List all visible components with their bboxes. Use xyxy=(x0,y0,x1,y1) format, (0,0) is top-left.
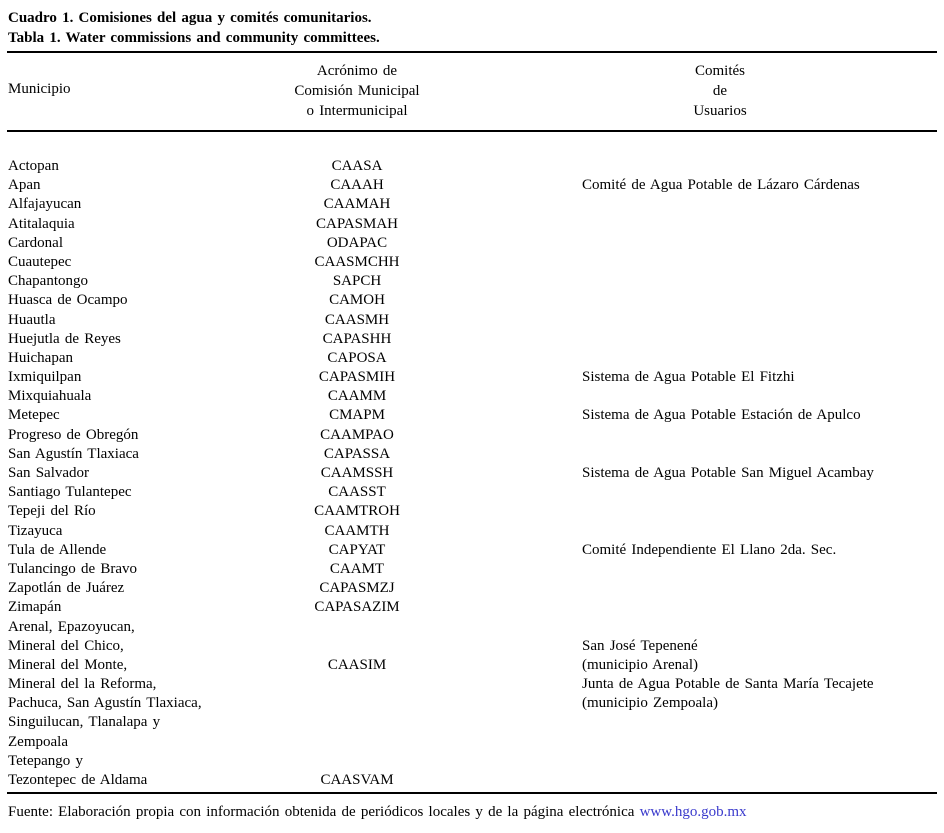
comite-cell xyxy=(582,426,944,445)
source-note xyxy=(8,803,747,822)
acronimo-cell: CAASMH xyxy=(324,311,390,328)
comite-cell xyxy=(582,195,944,214)
source-note-text: Fuente: Elaboración propia con información obtenida de periódicos locales y de la página electrónica xyxy=(8,804,640,820)
table-row xyxy=(0,215,944,234)
table-row xyxy=(0,157,944,176)
comite-cell xyxy=(582,618,944,637)
municipio-cell: Santiago Tulantepec xyxy=(8,484,132,501)
acronimo-cell xyxy=(282,752,432,771)
municipio-cell: Huasca de Ocampo xyxy=(8,292,128,309)
column-header-comites-line1: Comités xyxy=(694,63,745,79)
column-header-acronimo-line3: o Intermunicipal xyxy=(306,103,408,119)
table-row xyxy=(0,176,944,195)
municipio-cell: Arenal, Epazoyucan, xyxy=(8,618,135,635)
acronimo-cell: CAPYAT xyxy=(328,541,386,558)
comite-cell: Sistema de Agua Potable San Miguel Acambay xyxy=(582,465,874,481)
municipio-cell: Huichapan xyxy=(8,349,73,366)
municipio-cell: San Agustín Tlaxiaca xyxy=(8,445,139,462)
acronimo-cell: CAASMCHH xyxy=(314,253,400,270)
comite-cell xyxy=(582,311,944,330)
table-body xyxy=(0,157,944,790)
acronimo-cell: CAPASMAH xyxy=(316,215,398,232)
table-row xyxy=(0,502,944,521)
acronimo-cell: CAASIM xyxy=(327,656,387,673)
comite-cell: (municipio Zempoala) xyxy=(582,695,718,712)
comite-cell: Junta de Agua Potable de Santa María Tecajete xyxy=(582,676,874,693)
municipio-cell: Huautla xyxy=(8,311,56,328)
comite-cell xyxy=(582,502,944,521)
municipio-cell: Zimapán xyxy=(8,599,62,616)
acronimo-cell: CAASVAM xyxy=(320,772,394,788)
comite-cell xyxy=(582,445,944,464)
municipio-cell: Tetepango y xyxy=(8,752,83,769)
comite-cell xyxy=(582,560,944,579)
source-link[interactable]: www.hgo.gob.mx xyxy=(639,804,747,820)
table-caption-spanish: Cuadro 1. Comisiones del agua y comités comunitarios. xyxy=(8,10,372,26)
acronimo-cell xyxy=(282,618,432,637)
table-row xyxy=(0,330,944,349)
acronimo-cell: CAAMM xyxy=(327,388,387,405)
acronimo-cell xyxy=(282,713,432,732)
municipio-cell: Tizayuca xyxy=(8,522,63,539)
acronimo-cell: CAAMAH xyxy=(323,196,391,213)
acronimo-cell: CAAMTROH xyxy=(314,503,400,520)
municipio-cell: Progreso de Obregón xyxy=(8,426,139,443)
comite-cell: Sistema de Agua Potable El Fitzhi xyxy=(582,369,795,386)
table-row xyxy=(0,733,944,752)
table-row xyxy=(0,253,944,272)
acronimo-cell: CAMOH xyxy=(329,292,385,309)
municipio-cell: Pachuca, San Agustín Tlaxiaca, xyxy=(8,695,202,712)
municipio-cell: Alfajayucan xyxy=(8,196,82,213)
municipio-cell: Cardonal xyxy=(8,234,63,251)
table-row xyxy=(0,656,944,675)
municipio-cell: Zempoala xyxy=(8,733,68,750)
table-row xyxy=(0,272,944,291)
acronimo-cell: CAAMT xyxy=(329,560,385,577)
municipio-cell: Tezontepec de Aldama xyxy=(8,772,148,788)
comite-cell: Sistema de Agua Potable Estación de Apulco xyxy=(582,407,861,424)
comite-cell xyxy=(582,771,944,790)
municipio-cell: Mineral del Monte, xyxy=(8,656,128,673)
table-row xyxy=(0,368,944,387)
acronimo-cell: CAAMTH xyxy=(324,522,390,539)
acronimo-cell xyxy=(282,733,432,752)
municipio-cell: Mixquiahuala xyxy=(8,388,92,405)
municipio-cell: San Salvador xyxy=(8,465,90,481)
municipio-cell: Zapotlán de Juárez xyxy=(8,580,125,597)
comite-cell xyxy=(582,157,944,176)
table-rule-top xyxy=(7,51,937,53)
column-header-acronimo-line1: Acrónimo de xyxy=(316,63,398,79)
acronimo-cell: CAAAH xyxy=(330,177,384,194)
comite-cell: Comité Independiente El Llano 2da. Sec. xyxy=(582,541,837,558)
acronimo-cell: CAAMPAO xyxy=(320,426,394,443)
comite-cell xyxy=(582,253,944,272)
acronimo-cell: SAPCH xyxy=(332,273,382,290)
table-row xyxy=(0,713,944,732)
acronimo-cell: CAPOSA xyxy=(327,349,387,366)
municipio-cell: Huejutla de Reyes xyxy=(8,330,121,347)
acronimo-cell: ODAPAC xyxy=(326,234,388,251)
table-row xyxy=(0,522,944,541)
comite-cell xyxy=(582,234,944,253)
comite-cell xyxy=(582,713,944,732)
table-row xyxy=(0,752,944,771)
comite-cell: Comité de Agua Potable de Lázaro Cárdenas xyxy=(582,177,860,194)
municipio-cell: Metepec xyxy=(8,407,60,424)
table-row xyxy=(0,771,944,790)
comite-cell xyxy=(582,752,944,771)
table-row xyxy=(0,483,944,502)
municipio-cell: Ixmiquilpan xyxy=(8,369,82,386)
column-header-acronimo-line2: Comisión Municipal xyxy=(294,83,420,99)
table-rule-header xyxy=(7,130,937,132)
acronimo-cell: CAPASAZIM xyxy=(314,599,400,616)
comite-cell xyxy=(582,483,944,502)
column-header-comites-line2: de xyxy=(712,83,728,99)
column-header-municipio: Municipio xyxy=(8,81,71,97)
comite-cell xyxy=(582,579,944,598)
table-row xyxy=(0,579,944,598)
acronimo-cell: CAASA xyxy=(331,158,383,174)
table-row xyxy=(0,560,944,579)
table-row xyxy=(0,541,944,560)
municipio-cell: Tulancingo de Bravo xyxy=(8,560,137,577)
table-row xyxy=(0,445,944,464)
acronimo-cell xyxy=(282,675,432,694)
table-row xyxy=(0,195,944,214)
comite-cell: (municipio Arenal) xyxy=(582,656,698,673)
acronimo-cell: CMAPM xyxy=(329,407,385,424)
table-caption-english: Tabla 1. Water commissions and community committees. xyxy=(8,30,380,46)
table-row xyxy=(0,464,944,483)
table-row xyxy=(0,637,944,656)
comite-cell xyxy=(582,272,944,291)
table-row xyxy=(0,598,944,617)
table-row xyxy=(0,311,944,330)
table-row xyxy=(0,426,944,445)
acronimo-cell xyxy=(282,637,432,656)
column-header-comites xyxy=(582,61,858,121)
acronimo-cell: CAASST xyxy=(328,484,386,501)
column-header-acronimo xyxy=(282,61,432,121)
municipio-cell: Chapantongo xyxy=(8,273,88,290)
table-row xyxy=(0,291,944,310)
municipio-cell: Apan xyxy=(8,177,41,194)
table-row xyxy=(0,349,944,368)
acronimo-cell: CAPASHH xyxy=(322,330,392,347)
table-row xyxy=(0,234,944,253)
table-row xyxy=(0,694,944,713)
table-row xyxy=(0,406,944,425)
acronimo-cell: CAPASMZJ xyxy=(319,580,395,597)
comite-cell: San José Tepenené xyxy=(582,637,698,654)
municipio-cell: Singuilucan, Tlanalapa y xyxy=(8,714,161,731)
comite-cell xyxy=(582,291,944,310)
comite-cell xyxy=(582,330,944,349)
acronimo-cell: CAPASSA xyxy=(323,445,391,462)
municipio-cell: Cuautepec xyxy=(8,253,72,270)
table-row xyxy=(0,618,944,637)
column-header-comites-line3: Usuarios xyxy=(693,103,747,119)
municipio-cell: Actopan xyxy=(8,158,59,174)
municipio-cell: Mineral del Chico, xyxy=(8,637,124,654)
comite-cell xyxy=(582,349,944,368)
acronimo-cell xyxy=(282,694,432,713)
comite-cell xyxy=(582,733,944,752)
acronimo-cell: CAPASMIH xyxy=(318,369,396,386)
table-row xyxy=(0,387,944,406)
table-row xyxy=(0,675,944,694)
comite-cell xyxy=(582,598,944,617)
comite-cell xyxy=(582,522,944,541)
municipio-cell: Tula de Allende xyxy=(8,541,107,558)
acronimo-cell: CAAMSSH xyxy=(320,465,394,481)
municipio-cell: Atitalaquia xyxy=(8,215,75,232)
table-rule-bottom xyxy=(7,792,937,794)
comite-cell xyxy=(582,215,944,234)
municipio-cell: Mineral del la Reforma, xyxy=(8,676,157,693)
comite-cell xyxy=(582,387,944,406)
municipio-cell: Tepeji del Río xyxy=(8,503,96,520)
